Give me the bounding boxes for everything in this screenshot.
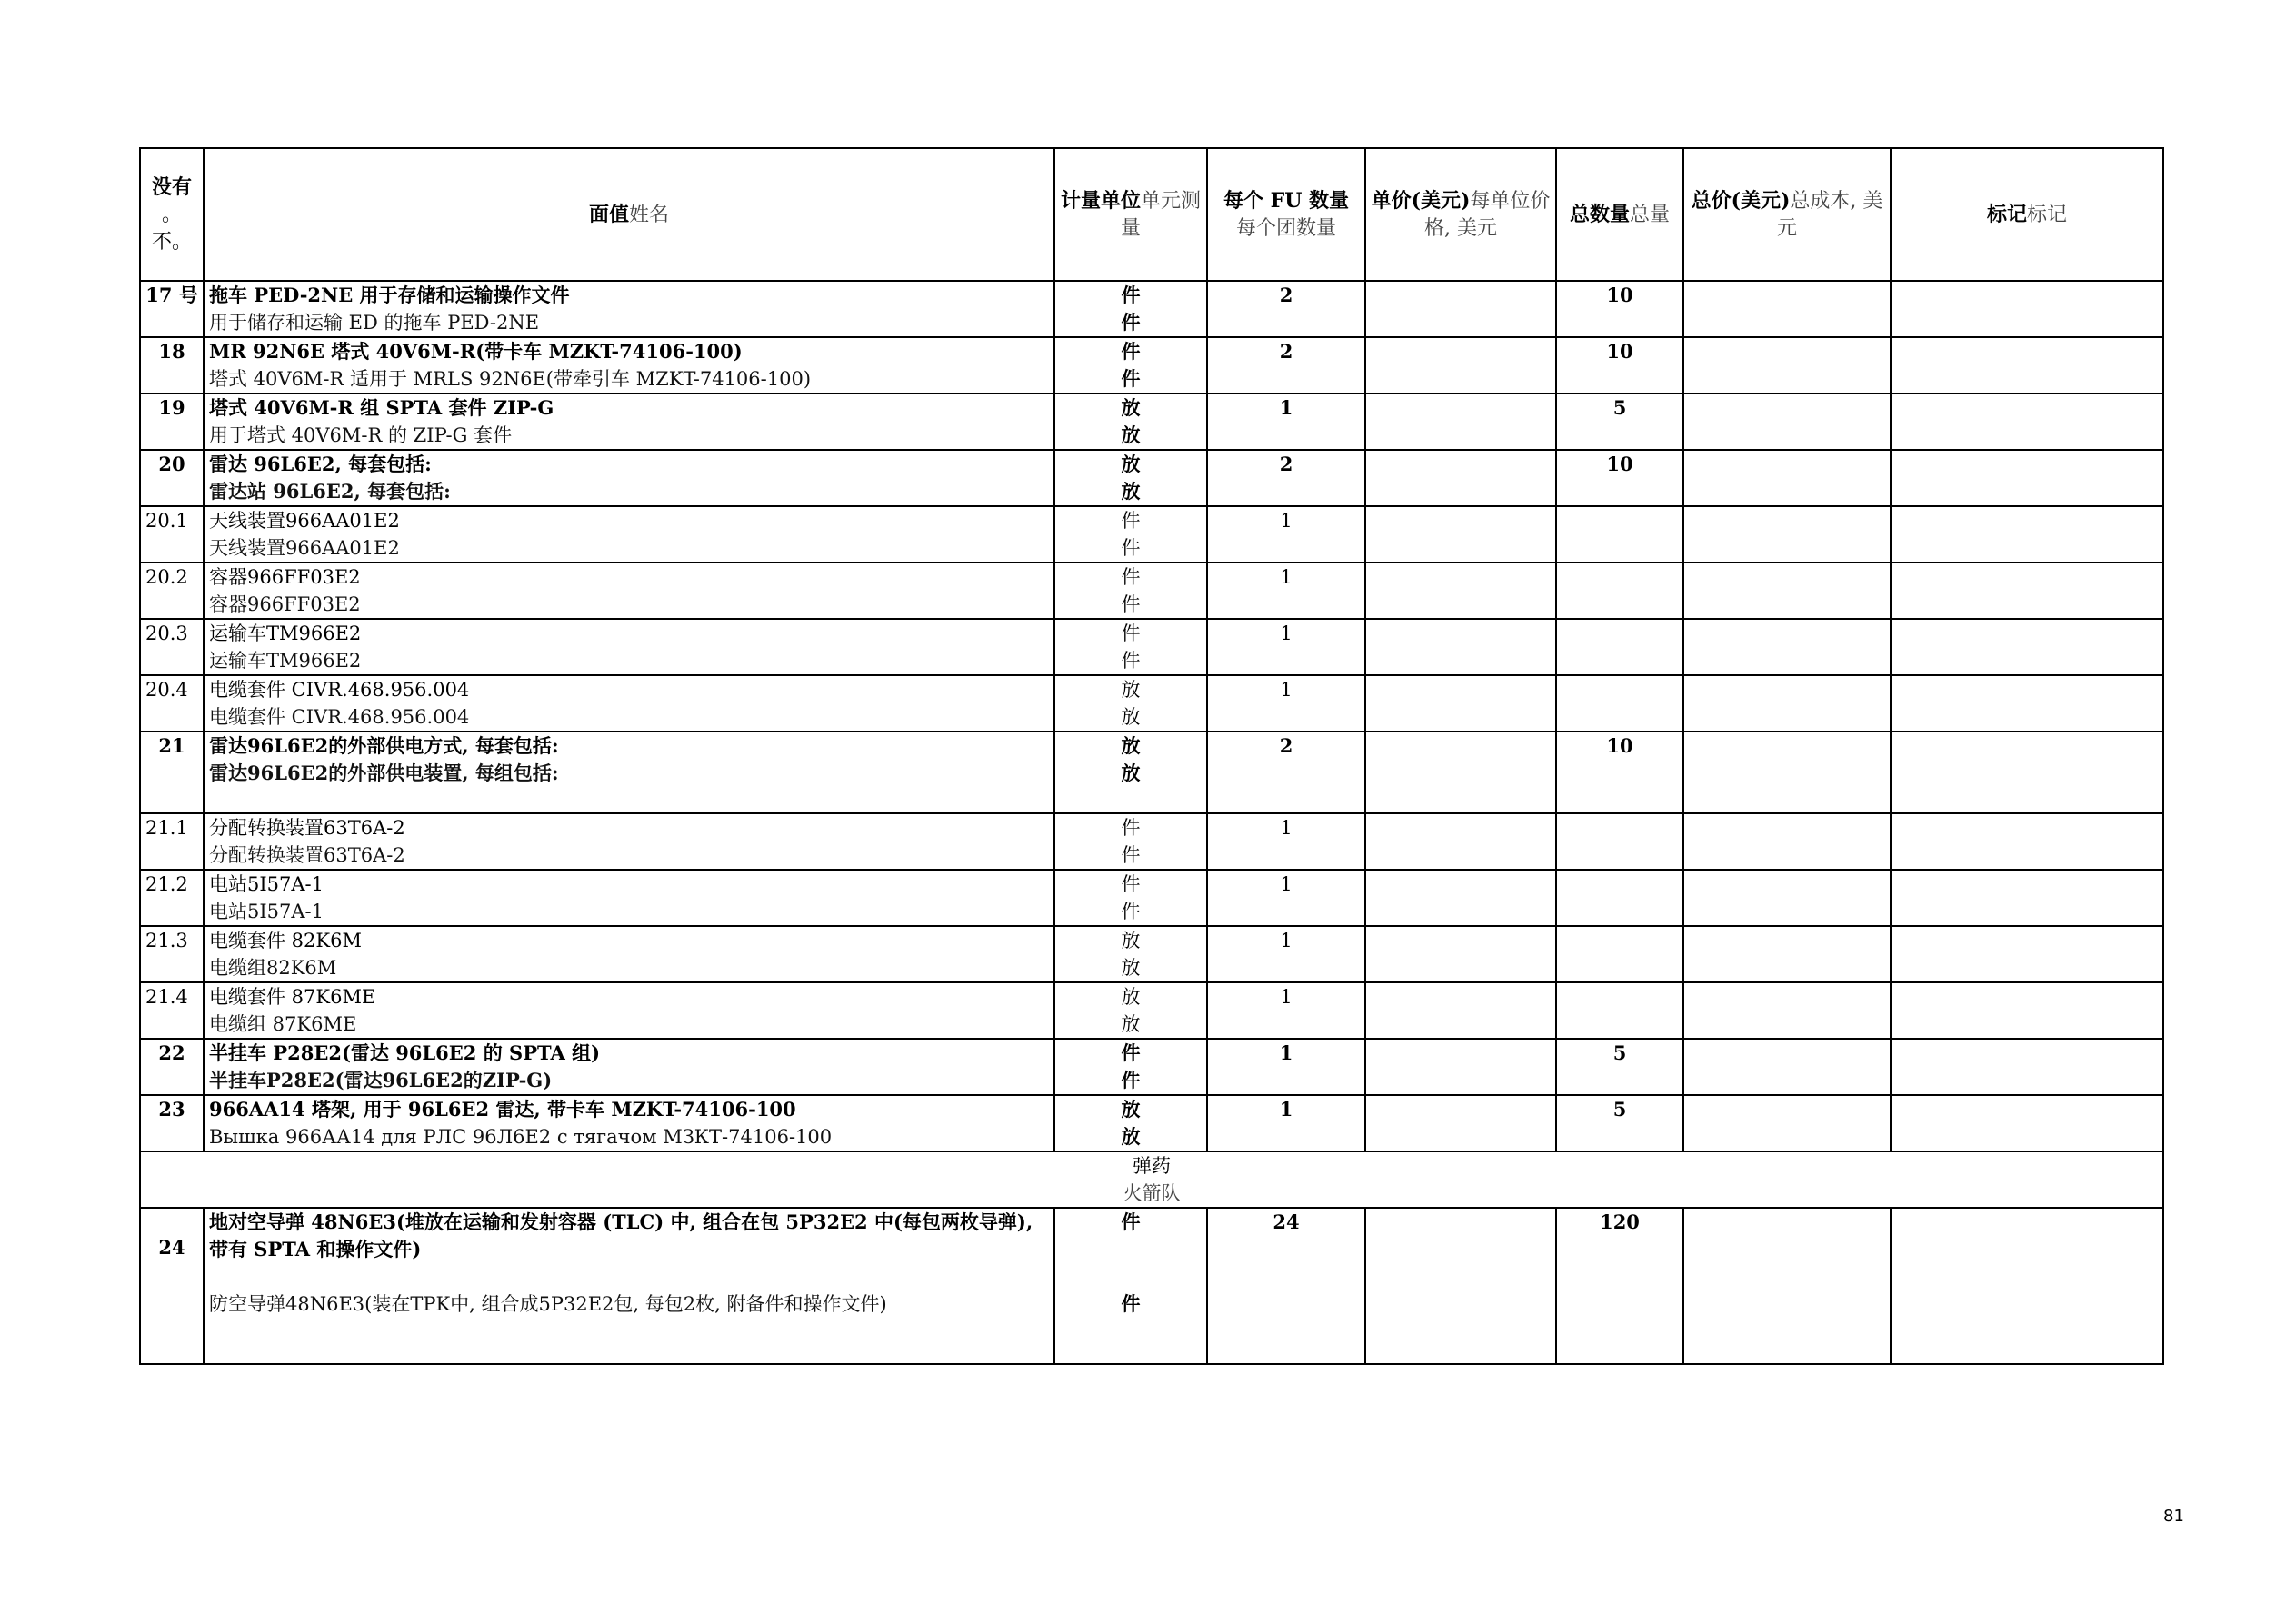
item-name-translation: 用于塔式 40V6M-R 的 ZIP-G 套件 — [209, 424, 513, 446]
header-unit-price: 单价(美元)每单位价格, 美元 — [1365, 148, 1556, 281]
item-name: 塔式 40V6M-R 组 SPTA 套件 ZIP-G — [209, 396, 554, 419]
cell-qty-per-fu — [1207, 394, 1365, 450]
qty-value: 1 — [1280, 930, 1293, 951]
table-row — [140, 870, 2163, 926]
item-number: 23 — [158, 1098, 185, 1121]
cell-total-price — [1683, 619, 1891, 675]
qty-value: 1 — [1280, 679, 1293, 701]
cell-total-qty — [1556, 675, 1683, 732]
item-number: 21.1 — [145, 817, 188, 839]
header-total-price: 总价(美元)总成本, 美元 — [1683, 148, 1891, 281]
unit-label-translation: 放 — [1121, 480, 1141, 503]
header-qty-per-fu: 每个 FU 数量 每个团数量 — [1207, 148, 1365, 281]
item-name: 雷达96L6E2的外部供电方式, 每套包括: — [209, 734, 559, 757]
cell-qty-per-fu — [1207, 281, 1365, 337]
item-name-translation: 电缆组82K6M — [209, 957, 337, 979]
item-name: 电站5I57A-1 — [209, 873, 324, 895]
total-value: 10 — [1606, 340, 1633, 363]
cell-remark — [1891, 563, 2163, 619]
item-number: 20.4 — [145, 679, 188, 701]
unit-label-translation: 件 — [1121, 901, 1141, 922]
cell-no — [140, 1039, 204, 1095]
cell-remark — [1891, 675, 2163, 732]
qty-value: 2 — [1279, 453, 1293, 475]
item-name-translation: 用于储存和运输 ED 的拖车 PED-2NE — [209, 312, 540, 334]
unit-label-translation: 放 — [1121, 1013, 1141, 1035]
cell-unit — [1054, 982, 1207, 1039]
cell-name — [204, 337, 1054, 394]
cell-qty-per-fu — [1207, 337, 1365, 394]
total-value: 5 — [1612, 1098, 1627, 1121]
item-name-translation: 防空导弹48N6E3(装在TPK中, 组合成5P32E2包, 每包2枚, 附备件和操作文件) — [209, 1293, 887, 1315]
cell-total-price — [1683, 394, 1891, 450]
total-value: 5 — [1612, 1041, 1627, 1064]
item-name-translation: 雷达96L6E2的外部供电装置, 每组包括: — [209, 762, 559, 784]
unit-label: 件 — [1121, 873, 1141, 895]
cell-remark — [1891, 619, 2163, 675]
item-number: 19 — [158, 396, 185, 419]
cell-unit-price — [1365, 337, 1556, 394]
cell-total-price — [1683, 675, 1891, 732]
cell-no — [140, 450, 204, 506]
cell-name — [204, 1208, 1054, 1364]
unit-label: 放 — [1121, 396, 1141, 419]
qty-value: 1 — [1279, 1098, 1293, 1121]
qty-value: 2 — [1279, 284, 1293, 306]
item-number: 21.4 — [145, 986, 188, 1008]
cell-total-price — [1683, 1208, 1891, 1364]
cell-qty-per-fu — [1207, 982, 1365, 1039]
item-number: 22 — [158, 1041, 185, 1064]
cell-total-qty — [1556, 1208, 1683, 1364]
cell-no — [140, 732, 204, 813]
item-name: 电缆套件 CIVR.468.956.004 — [209, 679, 470, 701]
cell-unit — [1054, 619, 1207, 675]
unit-label: 件 — [1121, 340, 1141, 363]
cell-unit — [1054, 1095, 1207, 1151]
cell-no — [140, 337, 204, 394]
table-row — [140, 450, 2163, 506]
table-row — [140, 1095, 2163, 1151]
cell-unit — [1054, 506, 1207, 563]
cell-qty-per-fu — [1207, 813, 1365, 870]
item-name: 电缆套件 87K6ME — [209, 986, 376, 1008]
cell-qty-per-fu — [1207, 1208, 1365, 1364]
header-name: 面值姓名 — [204, 148, 1054, 281]
item-number: 18 — [158, 340, 185, 363]
cell-total-qty — [1556, 870, 1683, 926]
cell-no — [140, 563, 204, 619]
item-name: 966AA14 塔架, 用于 96L6E2 雷达, 带卡车 MZKT-74106-100 — [209, 1098, 796, 1121]
cell-no — [140, 926, 204, 982]
total-value: 10 — [1606, 284, 1633, 306]
header-remark: 标记标记 — [1891, 148, 2163, 281]
cell-total-qty — [1556, 563, 1683, 619]
cell-unit — [1054, 675, 1207, 732]
table-row — [140, 281, 2163, 337]
cell-no — [140, 982, 204, 1039]
cell-remark — [1891, 926, 2163, 982]
item-name: 运输车TM966E2 — [209, 623, 362, 644]
cell-unit — [1054, 813, 1207, 870]
cell-total-price — [1683, 281, 1891, 337]
section-row — [140, 1151, 2163, 1208]
cell-unit-price — [1365, 281, 1556, 337]
cell-name — [204, 281, 1054, 337]
cell-remark — [1891, 1208, 2163, 1364]
table-row — [140, 394, 2163, 450]
cell-total-price — [1683, 926, 1891, 982]
cell-no — [140, 281, 204, 337]
cell-no — [140, 1208, 204, 1364]
unit-label-translation: 件 — [1121, 537, 1141, 559]
unit-label-translation: 件 — [1121, 367, 1141, 390]
cell-unit-price — [1365, 563, 1556, 619]
cell-total-qty — [1556, 619, 1683, 675]
qty-value: 1 — [1280, 623, 1293, 644]
qty-value: 1 — [1280, 510, 1293, 532]
cell-qty-per-fu — [1207, 1095, 1365, 1151]
cell-qty-per-fu — [1207, 506, 1365, 563]
item-name-translation: 半挂车P28E2(雷达96L6E2的ZIP-G) — [209, 1069, 553, 1091]
unit-label: 放 — [1121, 734, 1141, 757]
qty-value: 1 — [1279, 1041, 1293, 1064]
cell-total-qty — [1556, 337, 1683, 394]
header-row — [140, 148, 2163, 281]
cell-unit — [1054, 1039, 1207, 1095]
cell-name — [204, 450, 1054, 506]
cell-total-price — [1683, 813, 1891, 870]
cell-name — [204, 619, 1054, 675]
qty-value: 1 — [1279, 396, 1293, 419]
cell-unit-price — [1365, 870, 1556, 926]
table-row — [140, 619, 2163, 675]
cell-name — [204, 1095, 1054, 1151]
item-number: 20.2 — [145, 566, 188, 588]
cell-remark — [1891, 870, 2163, 926]
cell-total-price — [1683, 732, 1891, 813]
item-name: 天线装置966AA01E2 — [209, 510, 400, 532]
unit-label: 放 — [1121, 453, 1141, 475]
cell-remark — [1891, 1039, 2163, 1095]
item-name-translation: Вышка 966АА14 для РЛС 96Л6Е2 с тягачом МЗКТ-74106-100 — [209, 1126, 833, 1148]
cell-remark — [1891, 813, 2163, 870]
unit-label: 件 — [1121, 566, 1141, 588]
section-title-cell — [140, 1151, 2163, 1208]
cell-unit-price — [1365, 394, 1556, 450]
qty-value: 24 — [1273, 1211, 1300, 1233]
item-number: 24 — [158, 1236, 185, 1259]
cell-remark — [1891, 1095, 2163, 1151]
cell-unit-price — [1365, 450, 1556, 506]
cell-remark — [1891, 281, 2163, 337]
cell-total-qty — [1556, 1095, 1683, 1151]
total-value: 5 — [1612, 396, 1627, 419]
unit-label: 件 — [1121, 510, 1141, 532]
cell-name — [204, 1039, 1054, 1095]
header-total-qty: 总数量总量 — [1556, 148, 1683, 281]
cell-name — [204, 870, 1054, 926]
cell-qty-per-fu — [1207, 619, 1365, 675]
cell-qty-per-fu — [1207, 1039, 1365, 1095]
cell-unit — [1054, 394, 1207, 450]
cell-unit — [1054, 450, 1207, 506]
item-name: 分配转换装置63T6A-2 — [209, 817, 405, 839]
item-name-translation: 塔式 40V6M-R 适用于 MRLS 92N6E(带牵引车 MZKT-74106-100) — [209, 368, 812, 390]
cell-no — [140, 1095, 204, 1151]
cell-name — [204, 732, 1054, 813]
cell-name — [204, 394, 1054, 450]
cell-unit — [1054, 870, 1207, 926]
unit-label: 件 — [1121, 817, 1141, 839]
cell-total-price — [1683, 870, 1891, 926]
cell-total-price — [1683, 563, 1891, 619]
header-unit: 计量单位单元测量 — [1054, 148, 1207, 281]
table-row — [140, 926, 2163, 982]
unit-label-translation: 放 — [1121, 423, 1141, 446]
qty-value: 1 — [1280, 873, 1293, 895]
table-row — [140, 732, 2163, 813]
cell-unit-price — [1365, 506, 1556, 563]
cell-unit — [1054, 281, 1207, 337]
cell-unit-price — [1365, 1039, 1556, 1095]
cell-no — [140, 619, 204, 675]
table-row — [140, 1208, 2163, 1364]
qty-value: 2 — [1279, 734, 1293, 757]
unit-label: 件 — [1121, 1041, 1141, 1064]
table-row — [140, 337, 2163, 394]
cell-total-price — [1683, 337, 1891, 394]
total-value: 10 — [1606, 734, 1633, 757]
item-name: MR 92N6E 塔式 40V6M-R(带卡车 MZKT-74106-100) — [209, 340, 743, 363]
cell-total-qty — [1556, 1039, 1683, 1095]
cell-total-qty — [1556, 450, 1683, 506]
cell-unit-price — [1365, 1208, 1556, 1364]
unit-label-translation: 放 — [1121, 957, 1141, 979]
cell-total-qty — [1556, 982, 1683, 1039]
cell-remark — [1891, 982, 2163, 1039]
item-name-translation: 电缆组 87K6ME — [209, 1013, 357, 1035]
cell-no — [140, 675, 204, 732]
cell-unit-price — [1365, 813, 1556, 870]
unit-label-translation: 件 — [1121, 311, 1141, 334]
cell-unit — [1054, 337, 1207, 394]
cell-no — [140, 870, 204, 926]
unit-label-translation: 件 — [1121, 650, 1141, 672]
unit-label-translation: 件 — [1121, 593, 1141, 615]
item-name-translation: 电站5I57A-1 — [209, 901, 324, 922]
qty-value: 1 — [1280, 566, 1293, 588]
unit-label: 件 — [1121, 1211, 1141, 1233]
unit-label: 件 — [1121, 623, 1141, 644]
unit-label-translation: 件 — [1121, 1069, 1141, 1091]
cell-qty-per-fu — [1207, 450, 1365, 506]
item-name-translation: 电缆套件 CIVR.468.956.004 — [209, 706, 470, 728]
item-name: 拖车 PED-2NE 用于存储和运输操作文件 — [209, 284, 570, 306]
cell-name — [204, 563, 1054, 619]
section-title: 弹药 — [1133, 1155, 1171, 1177]
cell-name — [204, 982, 1054, 1039]
cell-remark — [1891, 450, 2163, 506]
qty-value: 1 — [1280, 817, 1293, 839]
item-name: 地对空导弹 48N6E3(堆放在运输和发射容器 (TLC) 中, 组合在包 5P32E2 中(每包两枚导弹), 带有 SPTA 和操作文件) — [209, 1211, 1033, 1260]
cell-remark — [1891, 394, 2163, 450]
cell-remark — [1891, 337, 2163, 394]
item-name-translation: 天线装置966AA01E2 — [209, 537, 400, 559]
cell-total-price — [1683, 1095, 1891, 1151]
cell-total-qty — [1556, 732, 1683, 813]
item-number: 20.3 — [145, 623, 188, 644]
unit-label: 放 — [1121, 679, 1141, 701]
cell-unit — [1054, 732, 1207, 813]
cell-name — [204, 813, 1054, 870]
total-value: 120 — [1600, 1211, 1640, 1233]
cell-name — [204, 506, 1054, 563]
item-number: 21.2 — [145, 873, 188, 895]
cell-total-price — [1683, 506, 1891, 563]
cell-remark — [1891, 732, 2163, 813]
page-number: 81 — [2163, 1507, 2184, 1526]
unit-label: 放 — [1121, 1098, 1141, 1121]
cell-total-qty — [1556, 813, 1683, 870]
item-number: 21.3 — [145, 930, 188, 951]
unit-label-translation: 件 — [1121, 844, 1141, 866]
item-name-translation: 分配转换装置63T6A-2 — [209, 844, 405, 866]
cell-name — [204, 926, 1054, 982]
cell-qty-per-fu — [1207, 732, 1365, 813]
item-name-translation: 雷达站 96L6E2, 每套包括: — [209, 480, 451, 503]
cell-no — [140, 506, 204, 563]
item-name-translation: 容器966FF03E2 — [209, 593, 361, 615]
cell-unit-price — [1365, 732, 1556, 813]
cell-name — [204, 675, 1054, 732]
cell-unit-price — [1365, 926, 1556, 982]
table-row — [140, 813, 2163, 870]
cell-remark — [1891, 506, 2163, 563]
cell-total-price — [1683, 982, 1891, 1039]
unit-label-translation: 件 — [1121, 1292, 1141, 1315]
item-number: 20.1 — [145, 510, 188, 532]
cell-qty-per-fu — [1207, 675, 1365, 732]
item-name: 雷达 96L6E2, 每套包括: — [209, 453, 432, 475]
cell-unit — [1054, 926, 1207, 982]
cell-total-price — [1683, 450, 1891, 506]
item-name-translation: 运输车TM966E2 — [209, 650, 362, 672]
item-number: 21 — [158, 734, 185, 757]
table-row — [140, 506, 2163, 563]
cell-total-qty — [1556, 281, 1683, 337]
section-subtitle: 火箭队 — [1123, 1182, 1181, 1204]
unit-label: 放 — [1121, 986, 1141, 1008]
qty-value: 2 — [1279, 340, 1293, 363]
cell-unit — [1054, 563, 1207, 619]
cell-total-price — [1683, 1039, 1891, 1095]
table-row — [140, 982, 2163, 1039]
cell-unit-price — [1365, 619, 1556, 675]
specification-table — [139, 147, 2164, 1365]
unit-label-translation: 放 — [1121, 1125, 1141, 1148]
table-row — [140, 563, 2163, 619]
unit-label-translation: 放 — [1121, 762, 1141, 784]
cell-qty-per-fu — [1207, 870, 1365, 926]
item-number: 17 号 — [145, 284, 198, 306]
cell-qty-per-fu — [1207, 926, 1365, 982]
header-no: 没有 。不。 — [140, 148, 204, 281]
unit-label-translation: 放 — [1121, 706, 1141, 728]
table-row — [140, 1039, 2163, 1095]
cell-no — [140, 813, 204, 870]
cell-unit — [1054, 1208, 1207, 1364]
qty-value: 1 — [1280, 986, 1293, 1008]
cell-unit-price — [1365, 1095, 1556, 1151]
table-row — [140, 675, 2163, 732]
cell-total-qty — [1556, 926, 1683, 982]
item-number: 20 — [158, 453, 185, 475]
cell-total-qty — [1556, 506, 1683, 563]
unit-label: 放 — [1121, 930, 1141, 951]
cell-unit-price — [1365, 982, 1556, 1039]
cell-no — [140, 394, 204, 450]
cell-qty-per-fu — [1207, 563, 1365, 619]
item-name: 容器966FF03E2 — [209, 566, 361, 588]
item-name: 电缆套件 82K6M — [209, 930, 362, 951]
cell-unit-price — [1365, 675, 1556, 732]
item-name: 半挂车 P28E2(雷达 96L6E2 的 SPTA 组) — [209, 1041, 601, 1064]
unit-label: 件 — [1121, 284, 1141, 306]
total-value: 10 — [1606, 453, 1633, 475]
cell-total-qty — [1556, 394, 1683, 450]
